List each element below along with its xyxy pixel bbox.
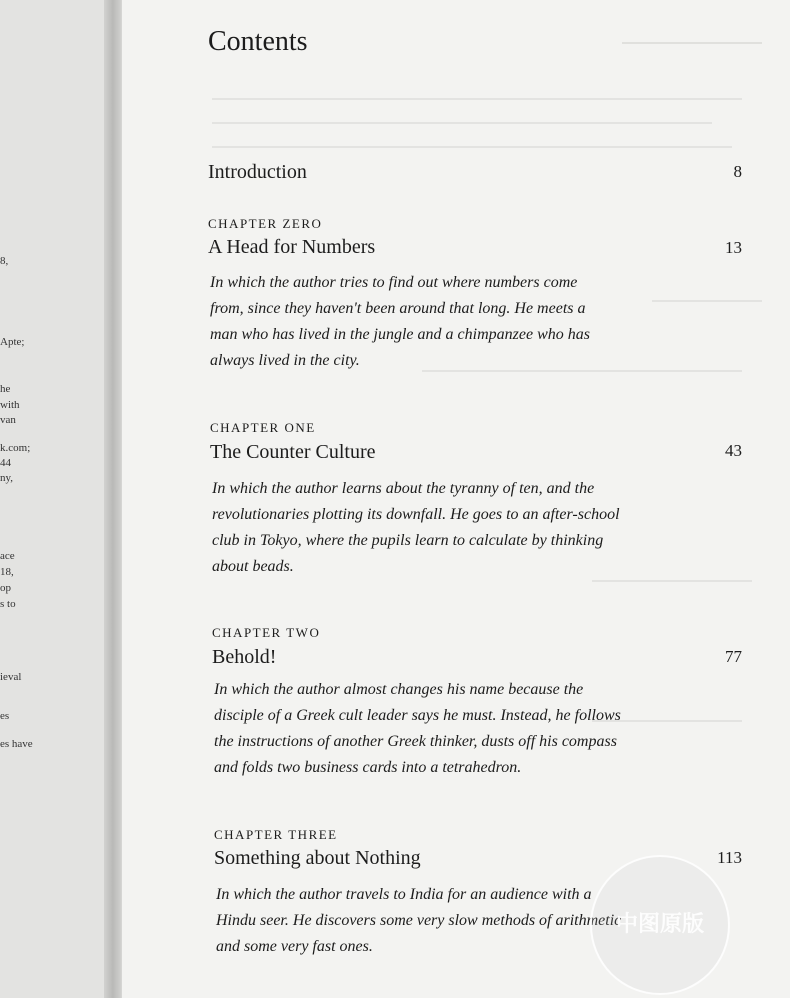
chapter-title: Behold! — [212, 646, 277, 668]
description-line: disciple of a Greek cult leader says he must. Instead, he follows — [214, 707, 621, 724]
left-page-fragment: es have — [0, 738, 33, 750]
toc-entry-introduction-page: 8 — [733, 162, 742, 181]
bleed-through-mark — [592, 580, 752, 582]
left-page-fragment: op — [0, 582, 11, 594]
description-line: and some very fast ones. — [216, 938, 373, 955]
chapter-label: CHAPTER ONE — [210, 420, 316, 435]
left-page-fragment: ny, — [0, 472, 14, 484]
description-line: revolutionaries plotting its downfall. He goes to an after-school — [212, 506, 620, 523]
chapter-title: A Head for Numbers — [208, 236, 376, 258]
chapter-label: CHAPTER TWO — [212, 625, 321, 640]
bleed-through-mark — [212, 98, 742, 100]
left-page-fragment: 8, — [0, 255, 9, 267]
chapter-title: Something about Nothing — [214, 847, 421, 869]
chapter-page-number: 113 — [717, 848, 742, 867]
chapter-description — [210, 270, 680, 374]
left-page-fragment: van — [0, 414, 16, 426]
description-line: In which the author tries to find out where numbers come — [210, 274, 578, 291]
left-page-fragment: he — [0, 383, 11, 395]
left-page-fragment: Apte; — [0, 336, 25, 348]
chapter-label: CHAPTER ZERO — [208, 216, 323, 231]
description-line: club in Tokyo, where the pupils learn to calculate by thinking — [212, 532, 604, 549]
bleed-through-mark — [622, 42, 762, 44]
description-line: man who has lived in the jungle and a chimpanzee who has — [210, 326, 590, 343]
chapter-page-number: 77 — [725, 647, 742, 666]
chapter-description — [212, 476, 682, 580]
bleed-through-mark — [212, 146, 732, 148]
chapter-page-number: 43 — [725, 441, 742, 460]
description-line: In which the author learns about the tyranny of ten, and the — [212, 480, 595, 497]
toc-entry-introduction-title: Introduction — [208, 161, 307, 183]
chapter-description — [214, 677, 684, 781]
bleed-through-mark — [212, 122, 712, 124]
chapter-page-number: 13 — [725, 238, 742, 257]
watermark-stamp: 中图原版 — [590, 855, 730, 995]
left-page-fragment: 44 — [0, 457, 11, 469]
contents-page — [122, 0, 790, 998]
description-line: In which the author travels to India for an audience with a — [216, 886, 592, 903]
description-line: and folds two business cards into a tetrahedron. — [214, 759, 522, 776]
description-line: about beads. — [212, 558, 294, 575]
left-page-fragment: ieval — [0, 671, 22, 683]
page-title: Contents — [208, 26, 308, 57]
left-page-fragment: 18, — [0, 566, 14, 578]
left-page-fragment: ace — [0, 550, 15, 562]
left-page-fragment: es — [0, 710, 10, 722]
description-line: Hindu seer. He discovers some very slow methods of arithmetic — [216, 912, 622, 929]
description-line: from, since they haven't been around that long. He meets a — [210, 300, 586, 317]
description-line: always lived in the city. — [210, 352, 360, 369]
description-line: the instructions of another Greek thinker, dusts off his compass — [214, 733, 617, 750]
left-page-fragment: s to — [0, 598, 16, 610]
previous-page — [0, 0, 108, 998]
description-line: In which the author almost changes his name because the — [214, 681, 584, 698]
chapter-title: The Counter Culture — [210, 441, 376, 463]
left-page-fragment: with — [0, 399, 20, 411]
chapter-label: CHAPTER THREE — [214, 827, 338, 842]
left-page-fragment: k.com; — [0, 442, 31, 454]
